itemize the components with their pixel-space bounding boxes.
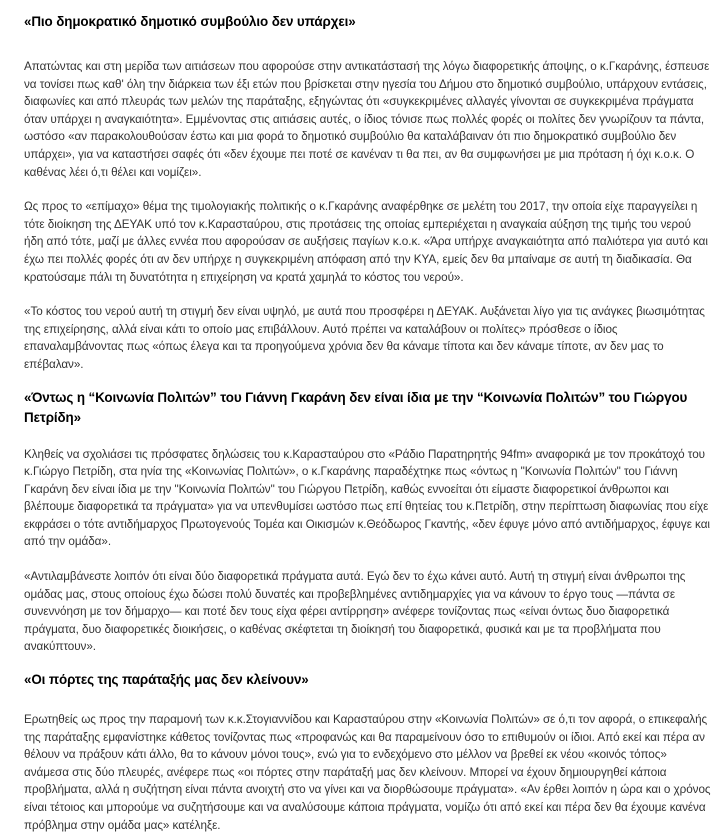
paragraph: Απατώντας και στη μερίδα των αιτιάσεων που αφορούσε στην αντικατάστασή της λόγω διαφορετικής άποψης, ο κ.Γκαράνης, έσπευσε να τονίσει πως καθ' όλη την διάρκεια των έξι ετών που βρίσκεται στην ηγεσία του Δήμου στο δημοτικό συμβούλιο, υπάρχουν εντάσεις, διαφωνίες και από πλευράς των μελών της παράταξης, εξηγώντας ότι «συγκεκριμένες αλλαγές γίνονται σε συγκεκριμένα πράγματα όταν υπάρχει η αναγκαιότητα». Εμμένοντας στις αιτιάσεις αυτές, ο ίδιος τόνισε πως πολλές φορές οι πολίτες δεν γνωρίζουν τα πάντα, ωστόσο «αν παρακολουθούσαν έστω και μια φορά το δημοτικό συμβούλιο θα καταλάβαιναν ότι πιο δημοκρατικό συμβούλιο δεν υπάρχει», για να καταστήσει σαφές ότι «δεν έχουμε πει ποτέ σε κανέναν τι θα πει, αν θα συμφωνήσει με μια πρόταση ή όχι κ.ο.κ. Ο καθένας λέει ό,τι θέλει και νομίζει».: [24, 60, 710, 179]
section-heading: «Όντως η “Κοινωνία Πολιτών” του Γιάννη Γκαράνη δεν είναι ίδια με την “Κοινωνία Πολιτών” του Γιώργου Πετρίδη»: [24, 389, 688, 425]
section-heading: «Πιο δημοκρατικό δημοτικό συμβούλιο δεν υπάρχει»: [24, 14, 356, 29]
paragraph: «Το κόστος του νερού αυτή τη στιγμή δεν είναι υψηλό, με αυτά που προσφέρει η ΔΕΥΑΚ. Αυξάνεται λίγο για τις ανάγκες βιωσιμότητας της επιχείρησης, αλλά είναι κάτι το οποίο μας επιβάλλουν. Αυτό πρέπει να καταλάβουν οι πολίτες» πρόσθεσε ο ίδιος επαναλαμβάνοντας πως «όπως έλεγα και τα προηγούμενα χρόνια δεν θα κάναμε τίποτα και δεν κάναμε τίποτε, αν δεν μας το επέβαλαν».: [24, 305, 705, 371]
paragraph: Ερωτηθείς ως προς την παραμονή των κ.κ.Στογιαννίδου και Καρασταύρου στην «Κοινωνία Πολιτών» σε ό,τι τον αφορά, ο επικεφαλής της παράταξης εμφανίστηκε κάθετος τονίζοντας πως «προφανώς και θα παραμείνουν όσο το επιθυμούν οι ίδιοι. Από εκεί και πέρα αν θέλουν να πράξουν κάτι άλλο, θα το κάνουν μόνοι τους», ενώ για το ενδεχόμενο στο μέλλον να βρεθεί εκ νέου «κοινός τόπος» ανάμεσα στις δύο πλευρές, ανέφερε πως «οι πόρτες στην παράταξή μας δεν κλείνουν. Μπορεί να έχουν δημιουργηθεί κάποια προβλήματα, αλλά η συζήτηση είναι πάντα ανοιχτή στο να γίνει και να διορθώσουμε πράγματα». «Αν έρθει λοιπόν η ώρα και ο χρόνος είναι τέτοιος και μπορούμε να συζητήσουμε και να αναλύσουμε κάποια πράγματα, νομίζω ότι από εκεί και πέρα δεν θα έχουμε κανένα πρόβλημα στην ομάδα μας» κατέληξε.: [24, 713, 711, 832]
section-heading: «Οι πόρτες της παράταξής μας δεν κλείνουν»: [24, 672, 309, 688]
paragraph: Ως προς το «επίμαχο» θέμα της τιμολογιακής πολιτικής ο κ.Γκαράνης αναφέρθηκε σε μελέτη του 2017, την οποία είχε παραγγείλει η τότε διοίκηση της ΔΕΥΑΚ υπό τον κ.Καρασταύρου, στις προτάσεις της οποίας εμπεριέχεται η αναγκαία αύξηση της τιμής του νερού ήδη από τότε, μαζί με άλλες εννέα που αφορούσαν σε αυξήσεις παγίων κ.ο.κ. «Άρα υπήρχε αναγκαιότητα από παλιότερα για αυτό και έχω πει πολλές φορές ότι αν δεν υπήρχε η συγκεκριμένη απόφαση από την ΚΥΑ, εμείς δεν θα μπαίναμε σε αυτή τη διαδικασία. Θα κρατούσαμε πάλι τη δυνατότητα η επιχείρηση να κρατά χαμηλά το κόστος του νερού».: [24, 200, 708, 284]
paragraph: Κληθείς να σχολιάσει τις πρόσφατες δηλώσεις του κ.Καρασταύρου στο «Ράδιο Παρατηρητής 94fm» αναφορικά με τον προκάτοχό του κ.Γιώργο Πετρίδη, στα ηνία της «Κοινωνίας Πολιτών», ο κ.Γκαράνης παραδέχτηκε πως «όντως η "Κοινωνία Πολιτών" του Γιάννη Γκαράνη δεν είναι ίδια με την "Κοινωνία Πολιτών" του Γιώργου Πετρίδη, καθώς εννοείται ότι είμαστε διαφορετικοί άνθρωποι και βλέπουμε διαφορετικά τα πράγματα» για να υπενθυμίσει ωστόσο πως επί θητείας του κ.Πετρίδη, στην περίπτωση διαφωνίας που είχε εκφράσει ο τότε αντιδήμαρχος Πρωτογενούς Τομέα και Οικισμών κ.Θεόδωρος Γκαντής, «δεν έφυγε μόνο από αντιδήμαρχος, έφυγε και από την ομάδα».: [24, 447, 710, 549]
paragraph: «Αντιλαμβάνεστε λοιπόν ότι είναι δύο διαφορετικά πράγματα αυτά. Εγώ δεν το έχω κάνει αυτό. Αυτή τη στιγμή είναι άνθρωποι της ομάδας μας, στους οποίους έχω δώσει πολύ δυνατές και προβεβλημένες αντιδημαρχίες για να κάνουν το έργο τους —πάντα σε συνεννόηση με τον δήμαρχο— και ποτέ δεν τους είχα φέρει αντίρρηση» ανέφερε τονίζοντας πως «είναι όντως δυο διαφορετικά πράγματα, δυο διαφορετικές διοικήσεις, ο καθένας σκέφτεται τη διοίκησή του διαφορετικά, φυσικά και με τα προβλήματα που ανακύπτουν».: [24, 570, 686, 654]
